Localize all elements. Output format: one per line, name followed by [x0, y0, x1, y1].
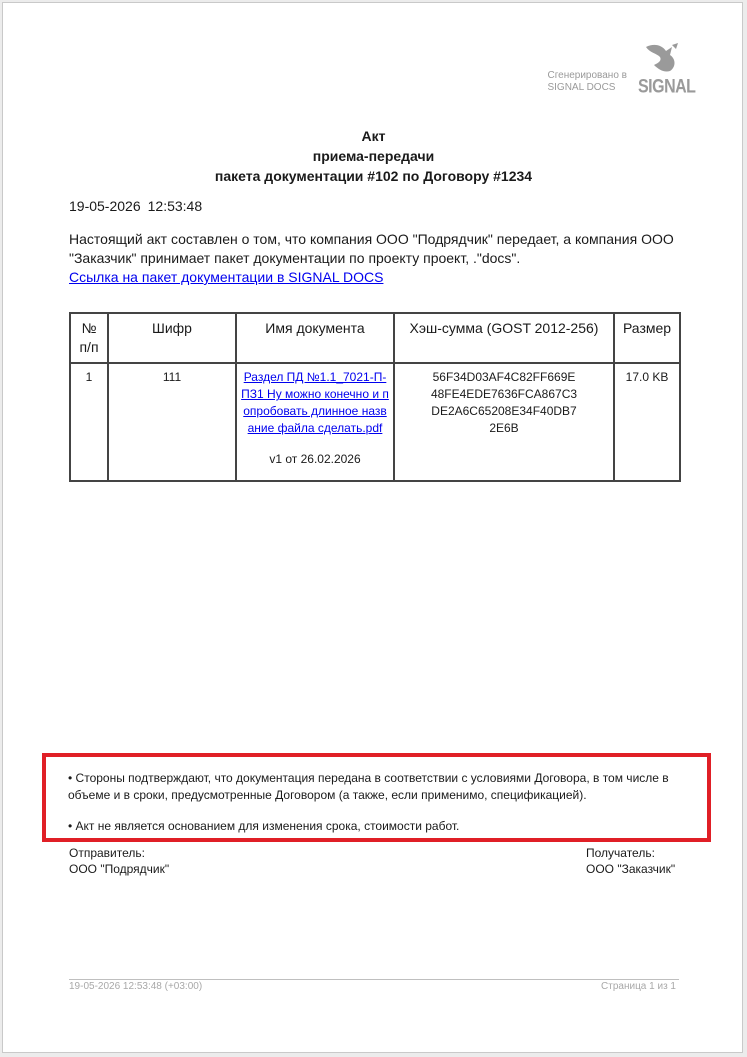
generated-by-text	[547, 70, 627, 94]
sender-label: Отправитель:	[69, 846, 145, 860]
header-size: Размер	[614, 313, 680, 363]
receiver-block	[586, 845, 675, 877]
sender-name: ООО "Подрядчик"	[69, 862, 170, 876]
intro-text: Настоящий акт составлен о том, что компания ООО "Подрядчик" передает, а компания ООО "Заказчик" принимает пакет документации по проекту проект, ."docs".	[69, 231, 674, 266]
title-line-2: приема-передачи	[312, 148, 435, 164]
generated-product: SIGNAL DOCS	[547, 82, 616, 93]
cell-number: 1	[70, 363, 108, 481]
footer-divider	[69, 979, 679, 980]
brand-header	[3, 3, 744, 103]
footer-timestamp: 19-05-2026 12:53:48 (+03:00)	[69, 981, 203, 992]
receiver-label: Получатель:	[586, 846, 655, 860]
header-hash: Хэш-сумма (GOST 2012-256)	[394, 313, 614, 363]
footer-page-number: Страница 1 из 1	[601, 981, 676, 992]
act-time: 12:53:48	[147, 198, 203, 214]
act-datetime	[69, 197, 202, 215]
title-line-3: пакета документации #102 по Договору #1234	[214, 168, 533, 184]
generated-label: Сгенерировано в	[547, 70, 627, 81]
document-link[interactable]: Раздел ПД №1.1_7021-П-ПЗ1 Ну можно конечно и попробовать длинное название файла сделать.pdf	[241, 370, 389, 435]
hash-part-2: 48FE4EDE7636FCA867C3	[430, 387, 578, 401]
document-version: v1 от 26.02.2026	[269, 452, 361, 466]
cell-size: 17.0 KB	[614, 363, 680, 481]
notes-box	[42, 753, 711, 842]
header-document-name: Имя документа	[236, 313, 394, 363]
signal-logo-word: SIGNAL	[638, 77, 696, 98]
table-header-row	[70, 313, 680, 363]
cell-code: 111	[108, 363, 236, 481]
cell-document-name	[236, 363, 394, 481]
hash-part-4: 2E6B	[489, 421, 519, 435]
act-date: 19-05-2026	[69, 198, 141, 214]
documents-table	[69, 312, 681, 482]
hash-part-1: 56F34D03AF4C82FF669E	[432, 370, 576, 384]
intro-paragraph	[69, 230, 689, 287]
note-2: • Акт не является основанием для изменения срока, стоимости работ.	[68, 819, 460, 833]
document-page	[2, 2, 743, 1053]
header-number: № п/п	[70, 313, 108, 363]
receiver-name: ООО "Заказчик"	[586, 862, 676, 876]
hash-part-3: DE2A6C65208E34F40DB7	[431, 404, 577, 418]
table-row	[70, 363, 680, 481]
document-title	[3, 126, 744, 186]
sender-block	[69, 845, 169, 877]
note-1: • Стороны подтверждают, что документация передана в соответствии с условиями Договора, в том числе в объеме и в сроки, предусмотренные Договором (а также, если применимо, спецификацией).	[68, 771, 669, 802]
title-line-1: Акт	[361, 128, 386, 144]
package-link[interactable]: Ссылка на пакет документации в SIGNAL DOCS	[69, 269, 384, 285]
cell-hash	[394, 363, 614, 481]
header-code: Шифр	[108, 313, 236, 363]
